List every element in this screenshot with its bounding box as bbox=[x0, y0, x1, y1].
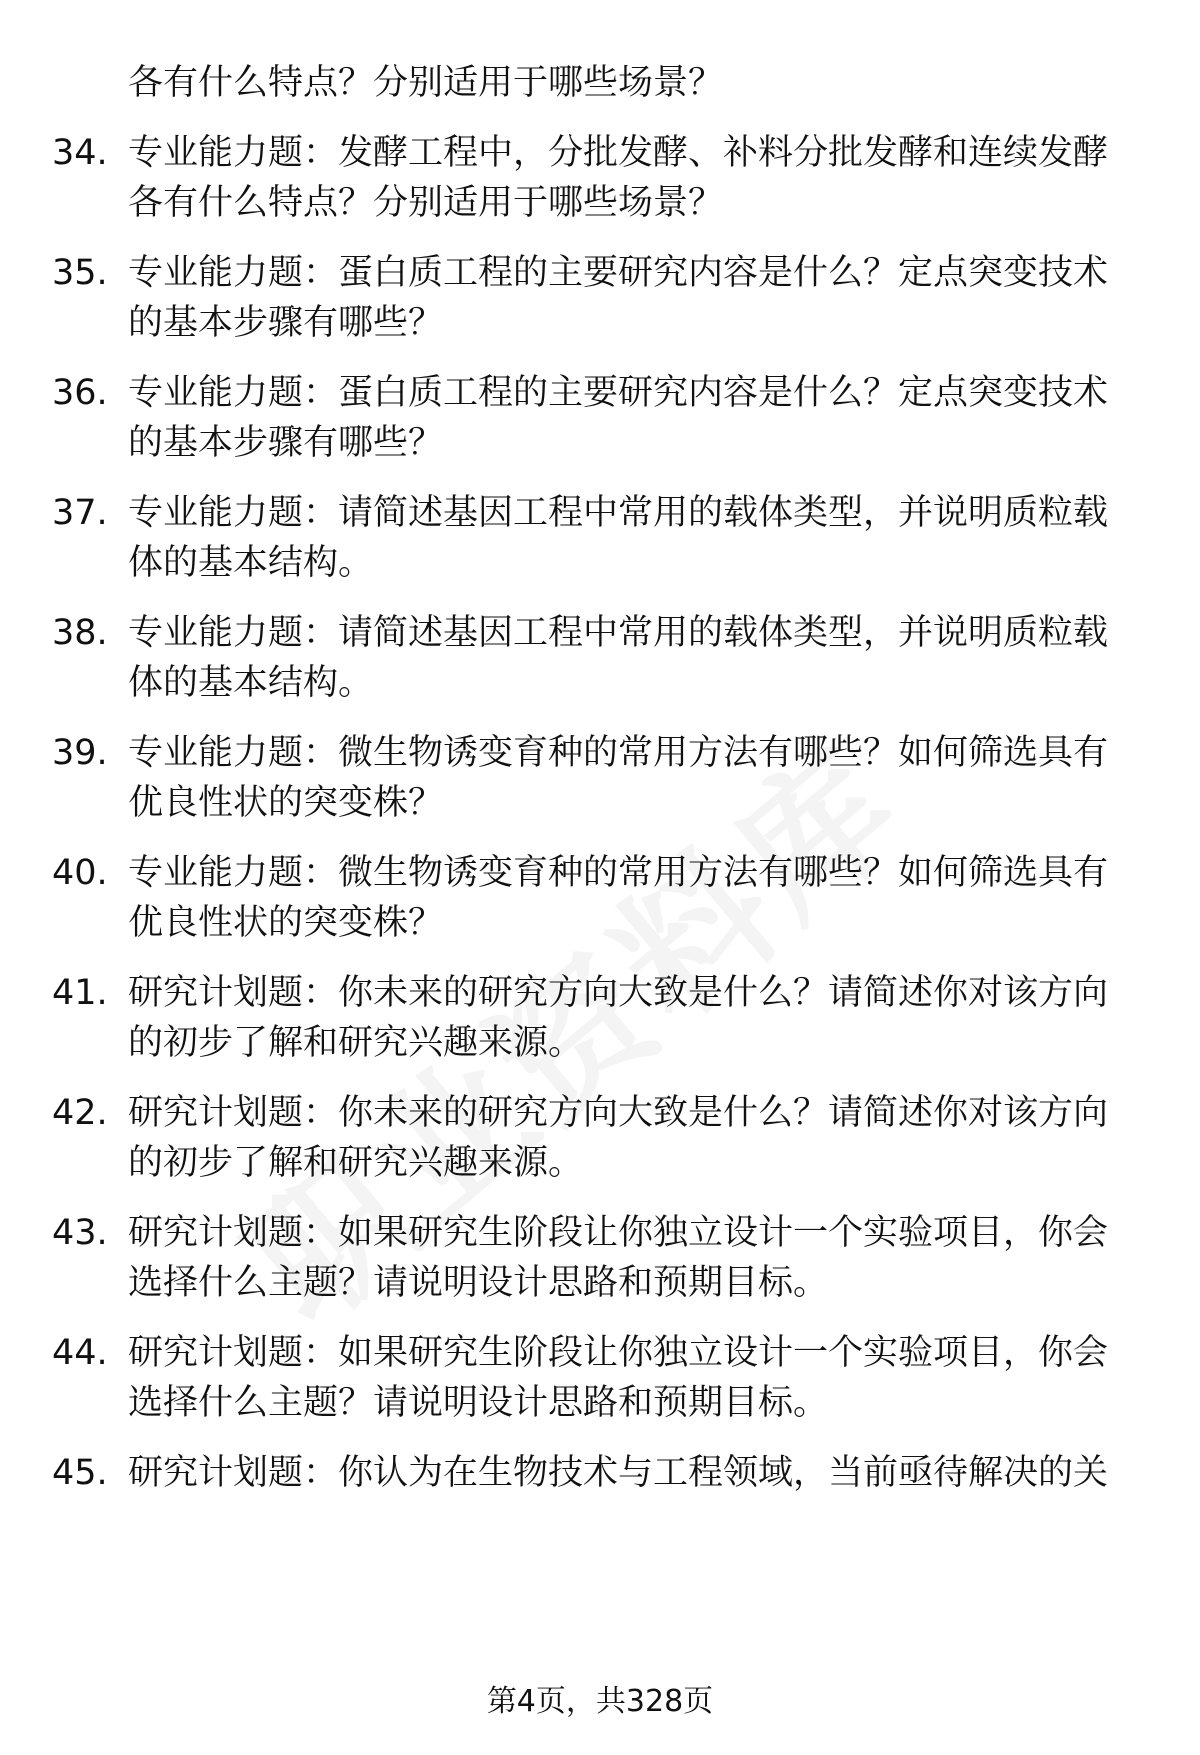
question-number: 36. bbox=[52, 373, 108, 413]
question-text-line: 的基本步骤有哪些？ bbox=[128, 423, 444, 463]
question-text-line: 专业能力题：蛋白质工程的主要研究内容是什么？定点突变技术 bbox=[128, 253, 1109, 293]
question-text-line: 选择什么主题？请说明设计思路和预期目标。 bbox=[128, 1263, 829, 1303]
question-text-line: 优良性状的突变株？ bbox=[128, 903, 444, 943]
question-text-line: 的初步了解和研究兴趣来源。 bbox=[128, 1023, 584, 1063]
question-number: 41. bbox=[52, 973, 108, 1013]
question-text-line: 研究计划题：如果研究生阶段让你独立设计一个实验项目，你会 bbox=[128, 1213, 1109, 1253]
question-text-line: 专业能力题：请简述基因工程中常用的载体类型，并说明质粒载 bbox=[128, 493, 1109, 533]
question-text-line: 各有什么特点？分别适用于哪些场景？ bbox=[128, 183, 724, 223]
question-number: 44. bbox=[52, 1333, 108, 1373]
question-text-line: 研究计划题：你未来的研究方向大致是什么？请简述你对该方向 bbox=[128, 1093, 1109, 1133]
question-number: 38. bbox=[52, 613, 108, 653]
question-number: 34. bbox=[52, 133, 108, 173]
question-number: 35. bbox=[52, 253, 108, 293]
question-text-line: 专业能力题：微生物诱变育种的常用方法有哪些？如何筛选具有 bbox=[128, 853, 1109, 893]
question-text-line: 专业能力题：发酵工程中，分批发酵、补料分批发酵和连续发酵 bbox=[128, 133, 1109, 173]
question-text-line: 体的基本结构。 bbox=[128, 543, 374, 583]
question-text-line: 选择什么主题？请说明设计思路和预期目标。 bbox=[128, 1383, 829, 1423]
question-text-line: 研究计划题：如果研究生阶段让你独立设计一个实验项目，你会 bbox=[128, 1333, 1109, 1373]
question-text-line: 专业能力题：蛋白质工程的主要研究内容是什么？定点突变技术 bbox=[128, 373, 1109, 413]
continuation-text: 各有什么特点？分别适用于哪些场景？ bbox=[128, 63, 724, 103]
question-number: 39. bbox=[52, 733, 108, 773]
question-text-line: 的基本步骤有哪些？ bbox=[128, 303, 444, 343]
question-text-line: 研究计划题：你认为在生物技术与工程领域，当前亟待解决的关 bbox=[128, 1453, 1109, 1493]
question-number: 40. bbox=[52, 853, 108, 893]
question-number: 43. bbox=[52, 1213, 108, 1253]
question-text-line: 的初步了解和研究兴趣来源。 bbox=[128, 1143, 584, 1183]
question-number: 42. bbox=[52, 1093, 108, 1133]
question-text-line: 体的基本结构。 bbox=[128, 663, 374, 703]
question-number: 37. bbox=[52, 493, 108, 533]
question-text-line: 优良性状的突变株？ bbox=[128, 783, 444, 823]
question-text-line: 专业能力题：请简述基因工程中常用的载体类型，并说明质粒载 bbox=[128, 613, 1109, 653]
question-number: 45. bbox=[52, 1453, 108, 1493]
question-text-line: 研究计划题：你未来的研究方向大致是什么？请简述你对该方向 bbox=[128, 973, 1109, 1013]
question-text-line: 专业能力题：微生物诱变育种的常用方法有哪些？如何筛选具有 bbox=[128, 733, 1109, 773]
page-footer: 第4页，共328页 bbox=[486, 1684, 714, 1719]
